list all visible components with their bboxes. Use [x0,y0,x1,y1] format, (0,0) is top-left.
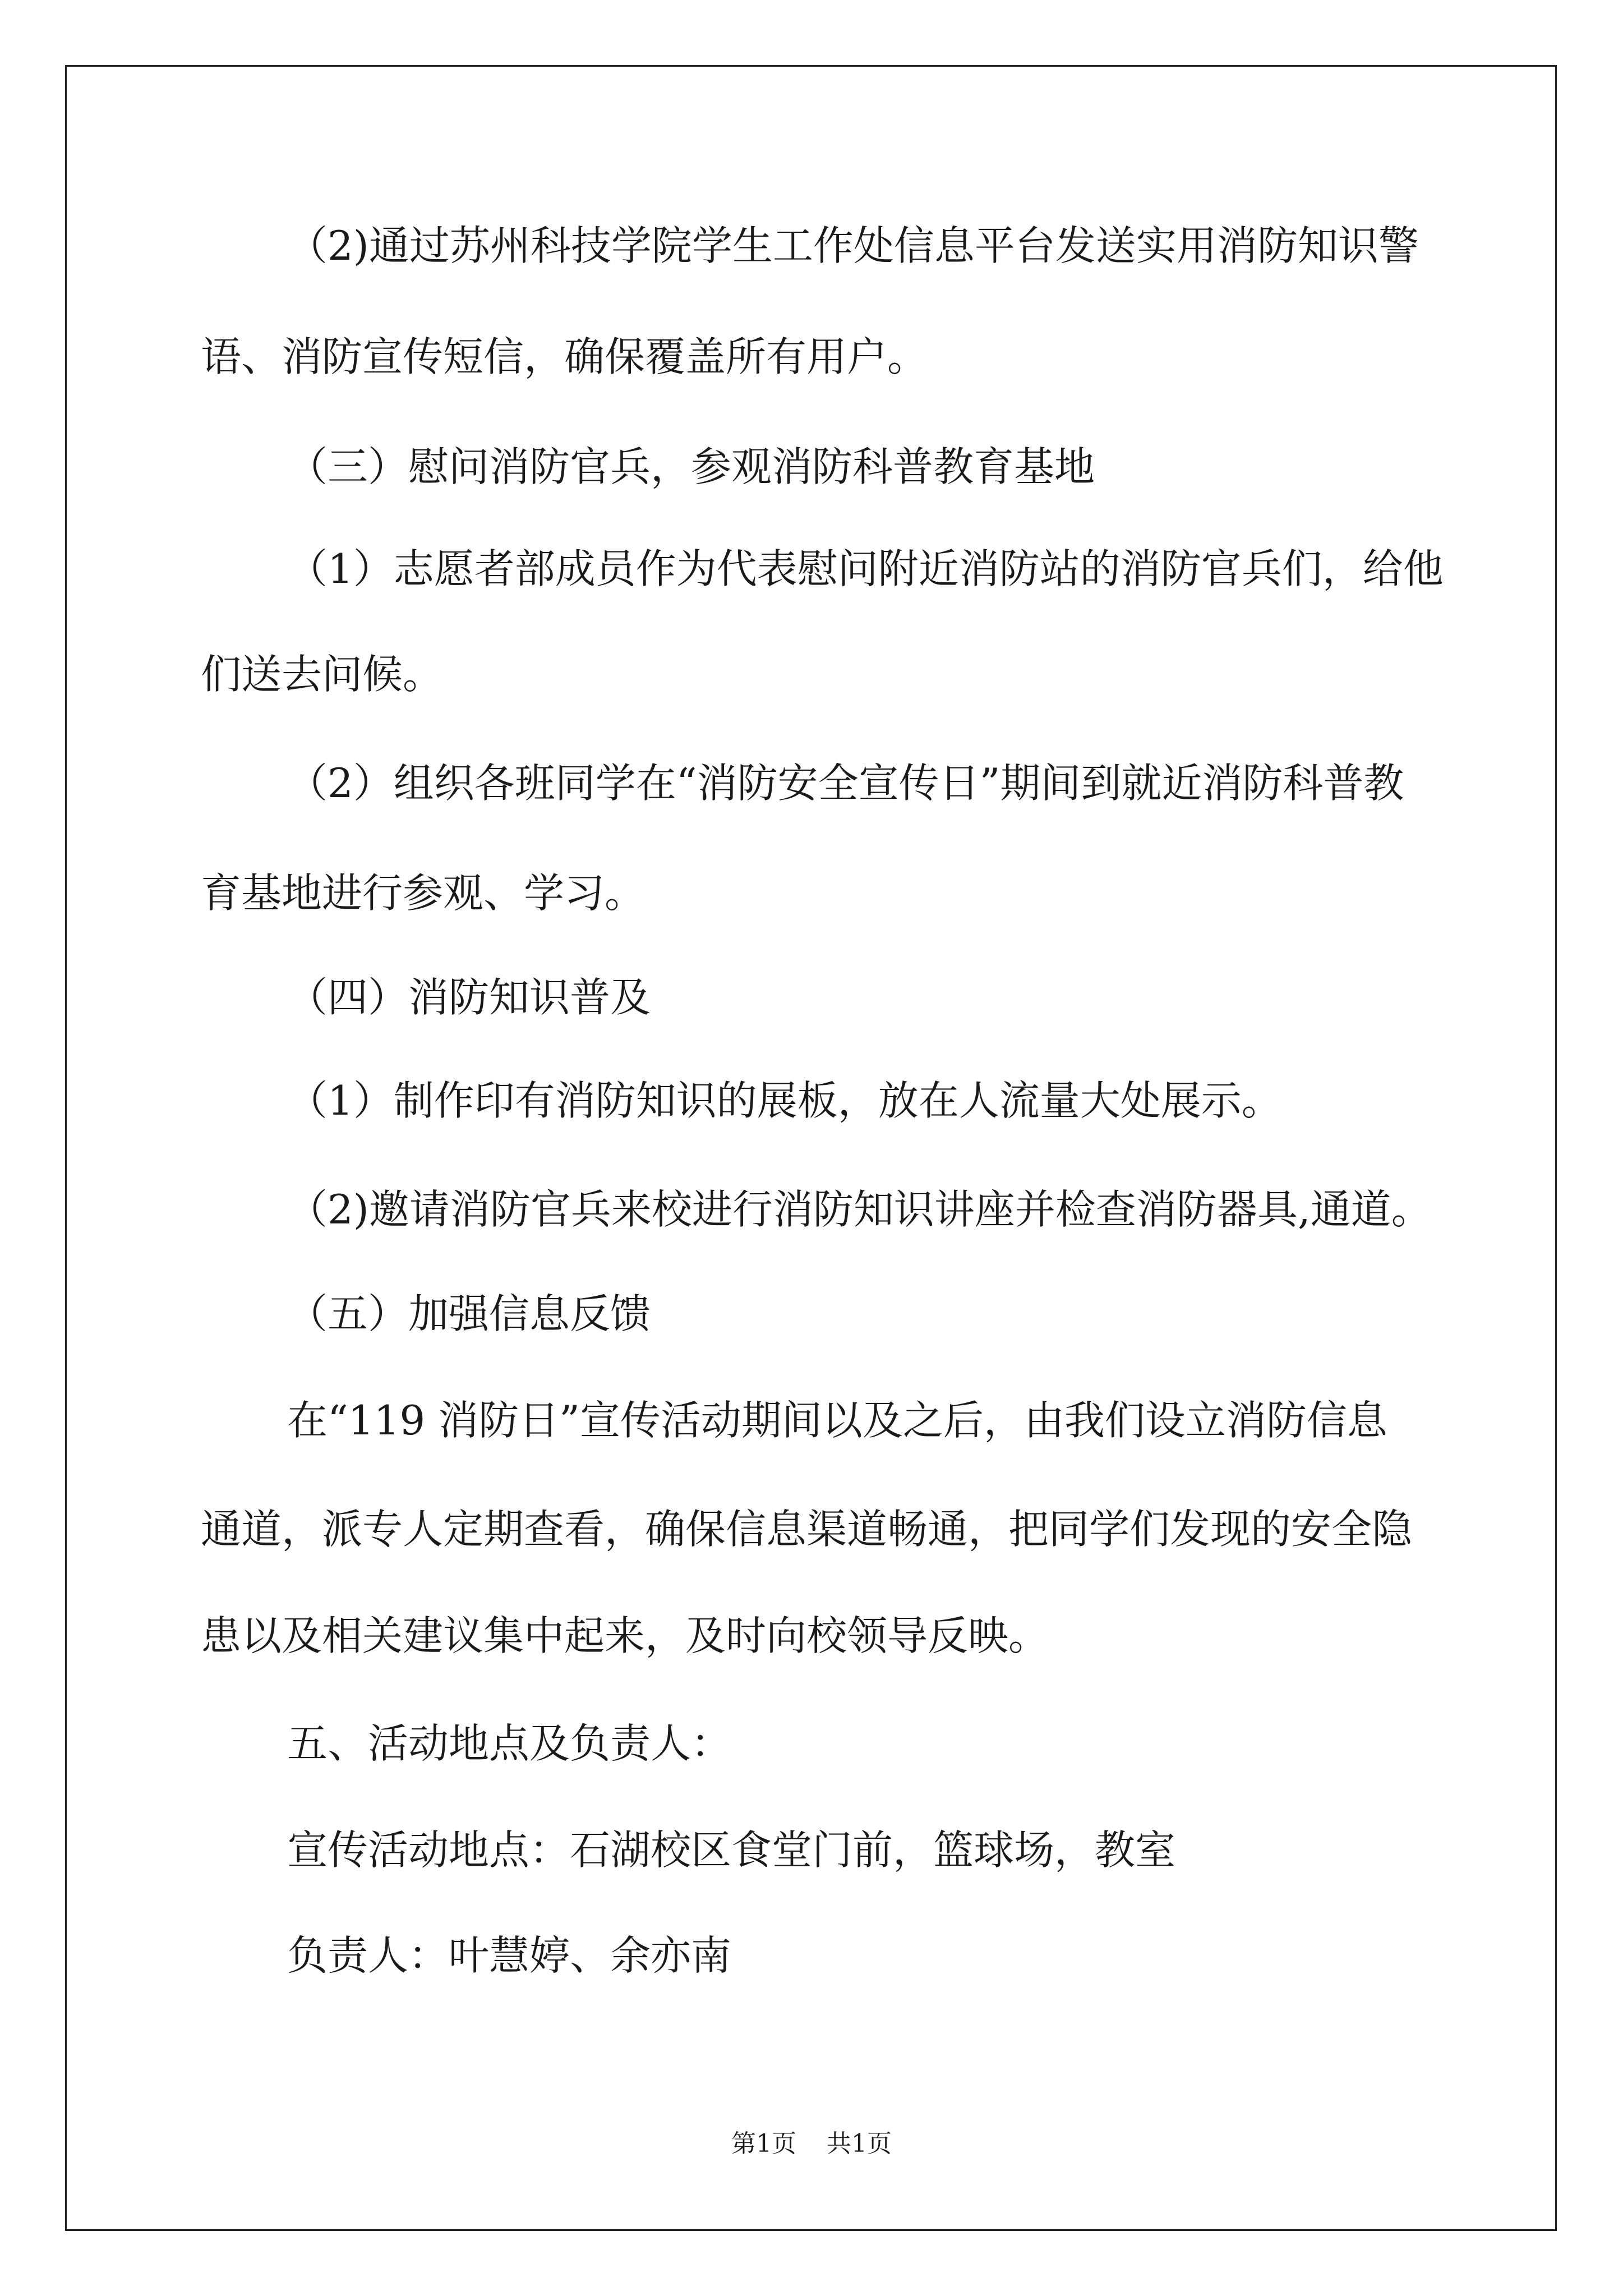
text-line-location: 宣传活动地点：石湖校区食堂门前，篮球场，教室 [287,1826,1176,1874]
text-line-2: 语、消防宣传短信，确保覆盖所有用户。 [201,333,928,380]
page-number: 第1页 [731,2129,796,2158]
text-line-12: 在“119 消防日”宣传活动期间以及之后，由我们设立消防信息 [287,1397,1387,1444]
text-line-7: 育基地进行参观、学习。 [201,869,645,917]
text-line-13: 通道，派专人定期查看，确保信息渠道畅通，把同学们发现的安全隐 [201,1506,1413,1553]
text-line-responsible: 负责人：叶慧婷、余亦南 [287,1932,732,1979]
page-total: 共1页 [827,2129,892,2158]
text-line-1: （2)通过苏州科技学院学生工作处信息平台发送实用消防知识警 [287,222,1419,269]
text-line-9: （1）制作印有消防知识的展板，放在人流量大处展示。 [287,1077,1282,1124]
section-heading-activity: 五、活动地点及负责人： [287,1720,732,1767]
page-border [65,65,1557,2231]
page-footer [0,2129,1623,2158]
section-heading-5: （五）加强信息反馈 [287,1290,651,1337]
text-line-4: （1）志愿者部成员作为代表慰问附近消防站的消防官兵们，给他 [287,545,1444,592]
section-heading-3: （三）慰问消防官兵，参观消防科普教育基地 [287,443,1095,490]
text-line-10: （2)邀请消防官兵来校进行消防知识讲座并检查消防器具,通道。 [287,1186,1432,1233]
section-heading-4: （四）消防知识普及 [287,974,651,1021]
text-line-5: 们送去问候。 [201,651,444,698]
text-line-14: 患以及相关建议集中起来，及时向校领导反映。 [201,1612,1049,1659]
text-line-6: （2）组织各班同学在“消防安全宣传日”期间到就近消防科普教 [287,760,1404,807]
